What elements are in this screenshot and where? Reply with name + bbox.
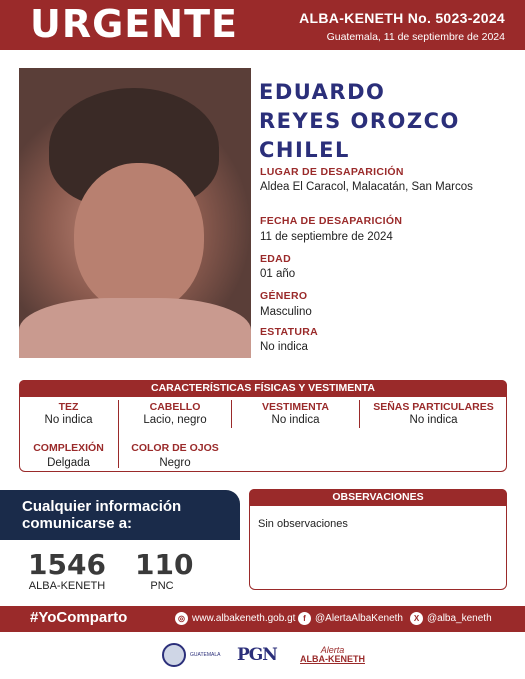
characteristics-title: CARACTERÍSTICAS FÍSICAS Y VESTIMENTA xyxy=(19,380,507,397)
value-eye-color: Negro xyxy=(159,457,191,469)
phone-label-albakeneth: ALBA-KENETH xyxy=(28,580,106,592)
value-tez: No indica xyxy=(44,414,93,426)
label-cabello: CABELLO xyxy=(149,401,201,413)
label-height: ESTATURA xyxy=(260,326,319,338)
observations-title: OBSERVACIONES xyxy=(249,489,507,506)
value-height: No indica xyxy=(260,341,308,353)
person-name xyxy=(259,78,460,165)
facebook-text: @AlertaAlbaKeneth xyxy=(315,613,403,624)
label-vestimenta: VESTIMENTA xyxy=(262,401,329,413)
observations-value: Sin observaciones xyxy=(258,518,348,530)
value-complexion: Delgada xyxy=(47,457,90,469)
value-age: 01 año xyxy=(260,268,296,280)
label-age: EDAD xyxy=(260,253,291,265)
pgn-text: PGN xyxy=(237,645,277,665)
value-senas: No indica xyxy=(409,414,458,426)
alerta-bottom-text: ALBA-KENETH xyxy=(300,654,365,664)
urgent-title: URGENTE xyxy=(30,2,238,46)
label-senas: SEÑAS PARTICULARES xyxy=(373,401,494,413)
value-gender: Masculino xyxy=(260,306,312,318)
contact-line-2: comunicarse a: xyxy=(22,515,133,532)
facebook-link[interactable] xyxy=(298,612,403,625)
label-disappearance-place: LUGAR DE DESAPARICIÓN xyxy=(260,166,404,178)
name-line-1: EDUARDO xyxy=(259,80,386,104)
hashtag: #YoComparto xyxy=(30,609,128,626)
twitter-link[interactable] xyxy=(410,612,492,625)
phone-label-pnc: PNC xyxy=(150,580,174,592)
value-disappearance-place: Aldea El Caracol, Malacatán, San Marcos xyxy=(260,181,473,193)
twitter-text: @alba_keneth xyxy=(427,613,492,624)
location-date: Guatemala, 11 de septiembre de 2024 xyxy=(326,31,505,43)
name-line-2: REYES OROZCO xyxy=(259,109,460,133)
pgn-logo xyxy=(237,640,277,670)
value-cabello: Lacio, negro xyxy=(143,414,207,426)
label-disappearance-date: FECHA DE DESAPARICIÓN xyxy=(260,215,403,227)
government-logo xyxy=(162,640,234,670)
value-disappearance-date: 11 de septiembre de 2024 xyxy=(260,231,393,243)
phone-number-pnc: 110 xyxy=(135,548,194,581)
contact-line-1: Cualquier información xyxy=(22,498,182,515)
label-gender: GÉNERO xyxy=(260,290,308,302)
value-vestimenta: No indica xyxy=(271,414,320,426)
name-line-3: CHILEL xyxy=(259,138,350,162)
alerta-top-text: Alerta xyxy=(320,645,345,655)
website-text: www.albakeneth.gob.gt xyxy=(192,613,296,624)
facebook-icon: f xyxy=(298,612,311,625)
missing-person-photo xyxy=(19,68,251,358)
case-number: ALBA-KENETH No. 5023-2024 xyxy=(299,10,505,26)
seal-icon xyxy=(162,643,186,667)
government-logo-text: GUATEMALA xyxy=(190,652,221,658)
label-complexion: COMPLEXIÓN xyxy=(33,442,104,454)
globe-icon: ◎ xyxy=(175,612,188,625)
label-tez: TEZ xyxy=(58,401,79,413)
website-link[interactable] xyxy=(175,612,295,625)
alerta-albakeneth-logo xyxy=(300,640,365,670)
phone-number-albakeneth: 1546 xyxy=(28,548,106,581)
label-eye-color: COLOR DE OJOS xyxy=(131,442,219,454)
x-icon: X xyxy=(410,612,423,625)
contact-text xyxy=(22,498,181,532)
